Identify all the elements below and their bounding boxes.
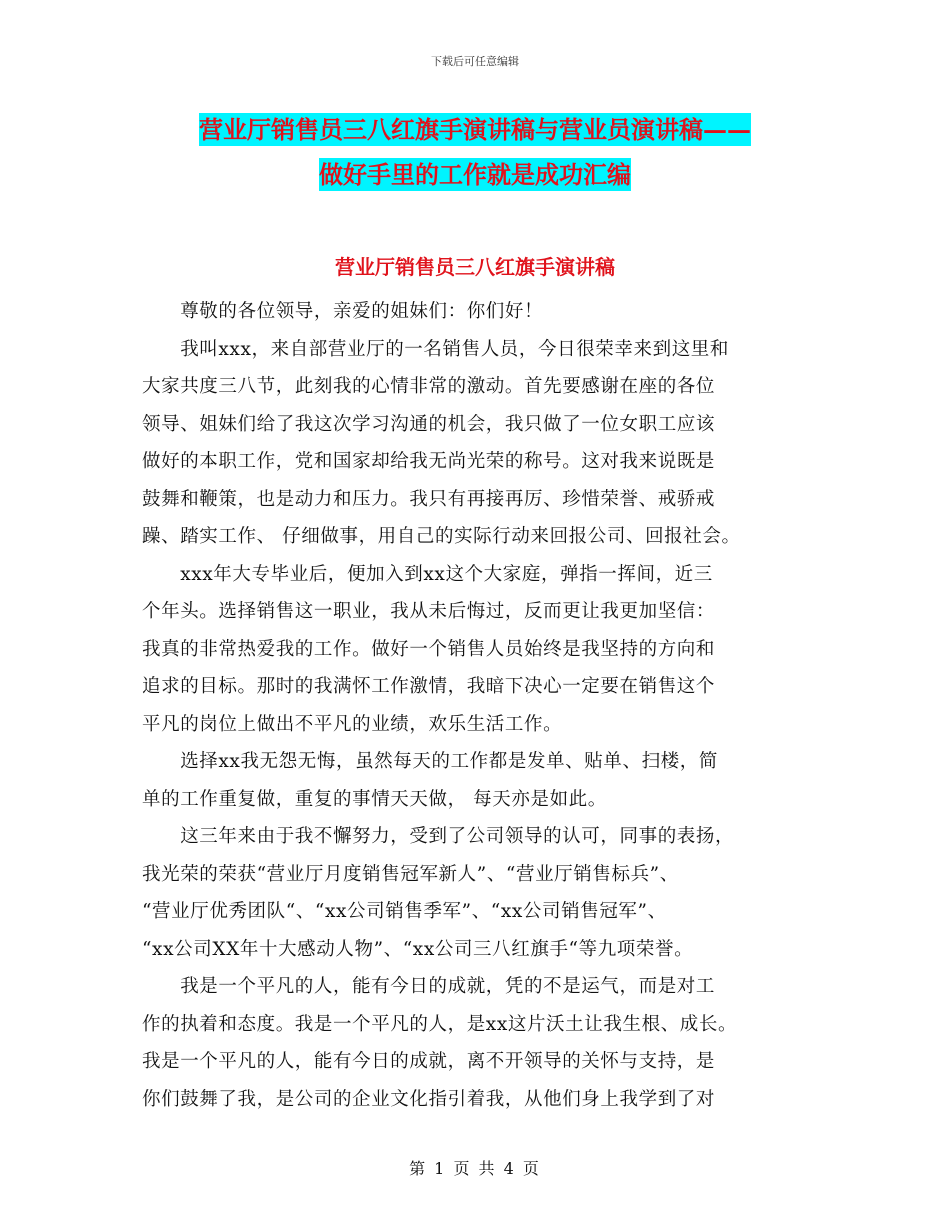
section-title: 营业厅销售员三八红旗手演讲稿 [335,255,615,279]
body-line: 躁、踏实工作、 仔细做事，用自己的实际行动来回报公司、回报社会。 [142,526,741,547]
body-line: xxx年大专毕业后，便加入到xx这个大家庭，弹指一挥间，近三 [142,564,713,585]
body-line: 个年头。选择销售这一职业，我从未后悔过，反而更让我更加坚信： [142,601,716,622]
body-line: 选择xx我无怨无悔，虽然每天的工作都是发单、贴单、扫楼，简 [142,751,718,772]
body-line: “营业厅优秀团队“、“xx公司销售季军”、“xx公司销售冠军”、 [142,901,667,922]
body-line: 我是一个平凡的人，能有今日的成就，凭的不是运气，而是对工 [142,976,716,997]
body-line: 平凡的岗位上做出不平凡的业绩，欢乐生活工作。 [142,714,563,735]
body-line: “xx公司XX年十大感动人物”、“xx公司三八红旗手“等九项荣誉。 [142,939,694,960]
body-line: 我是一个平凡的人，能有今日的成就，离不开领导的关怀与支持，是 [142,1051,716,1072]
body-line: 做好的本职工作，党和国家却给我无尚光荣的称号。这对我来说既是 [142,451,716,472]
body-line: 我叫xxx，来自部营业厅的一名销售人员，今日很荣幸来到这里和 [142,339,730,360]
body-line: 鼓舞和鞭策，也是动力和压力。我只有再接再厉、珍惜荣誉、戒骄戒 [142,489,716,510]
body-line: 你们鼓舞了我，是公司的企业文化指引着我，从他们身上我学到了对 [142,1089,716,1110]
body-line: 大家共度三八节，此刻我的心情非常的激动。首先要感谢在座的各位 [142,376,716,397]
document-title-line-1 [0,113,950,147]
document-title-line-2 [0,158,950,192]
body-line: 作的执着和态度。我是一个平凡的人，是xx这片沃土让我生根、成长。 [142,1014,738,1035]
body-line: 这三年来由于我不懈努力，受到了公司领导的认可，同事的表扬， [142,826,735,847]
body-line: 领导、姐妹们给了我这次学习沟通的机会，我只做了一位女职工应该 [142,414,716,435]
page-footer: 第 1 页 共 4 页 [409,1159,541,1178]
body-line: 追求的目标。那时的我满怀工作激情，我暗下决心一定要在销售这个 [142,676,716,697]
title-highlight: 做好手里的工作就是成功汇编 [319,160,631,189]
body-line: 尊敬的各位领导，亲爱的姐妹们：你们好！ [142,301,544,322]
body-line: 我光荣的荣获“营业厅月度销售冠军新人”、“营业厅销售标兵”、 [142,864,679,885]
header-note: 下载后可任意编辑 [431,55,519,68]
body-line: 单的工作重复做，重复的事情天天做， 每天亦是如此。 [142,789,607,810]
title-highlight: 营业厅销售员三八红旗手演讲稿与营业员演讲稿—— [199,115,751,144]
body-line: 我真的非常热爱我的工作。做好一个销售人员始终是我坚持的方向和 [142,639,716,660]
